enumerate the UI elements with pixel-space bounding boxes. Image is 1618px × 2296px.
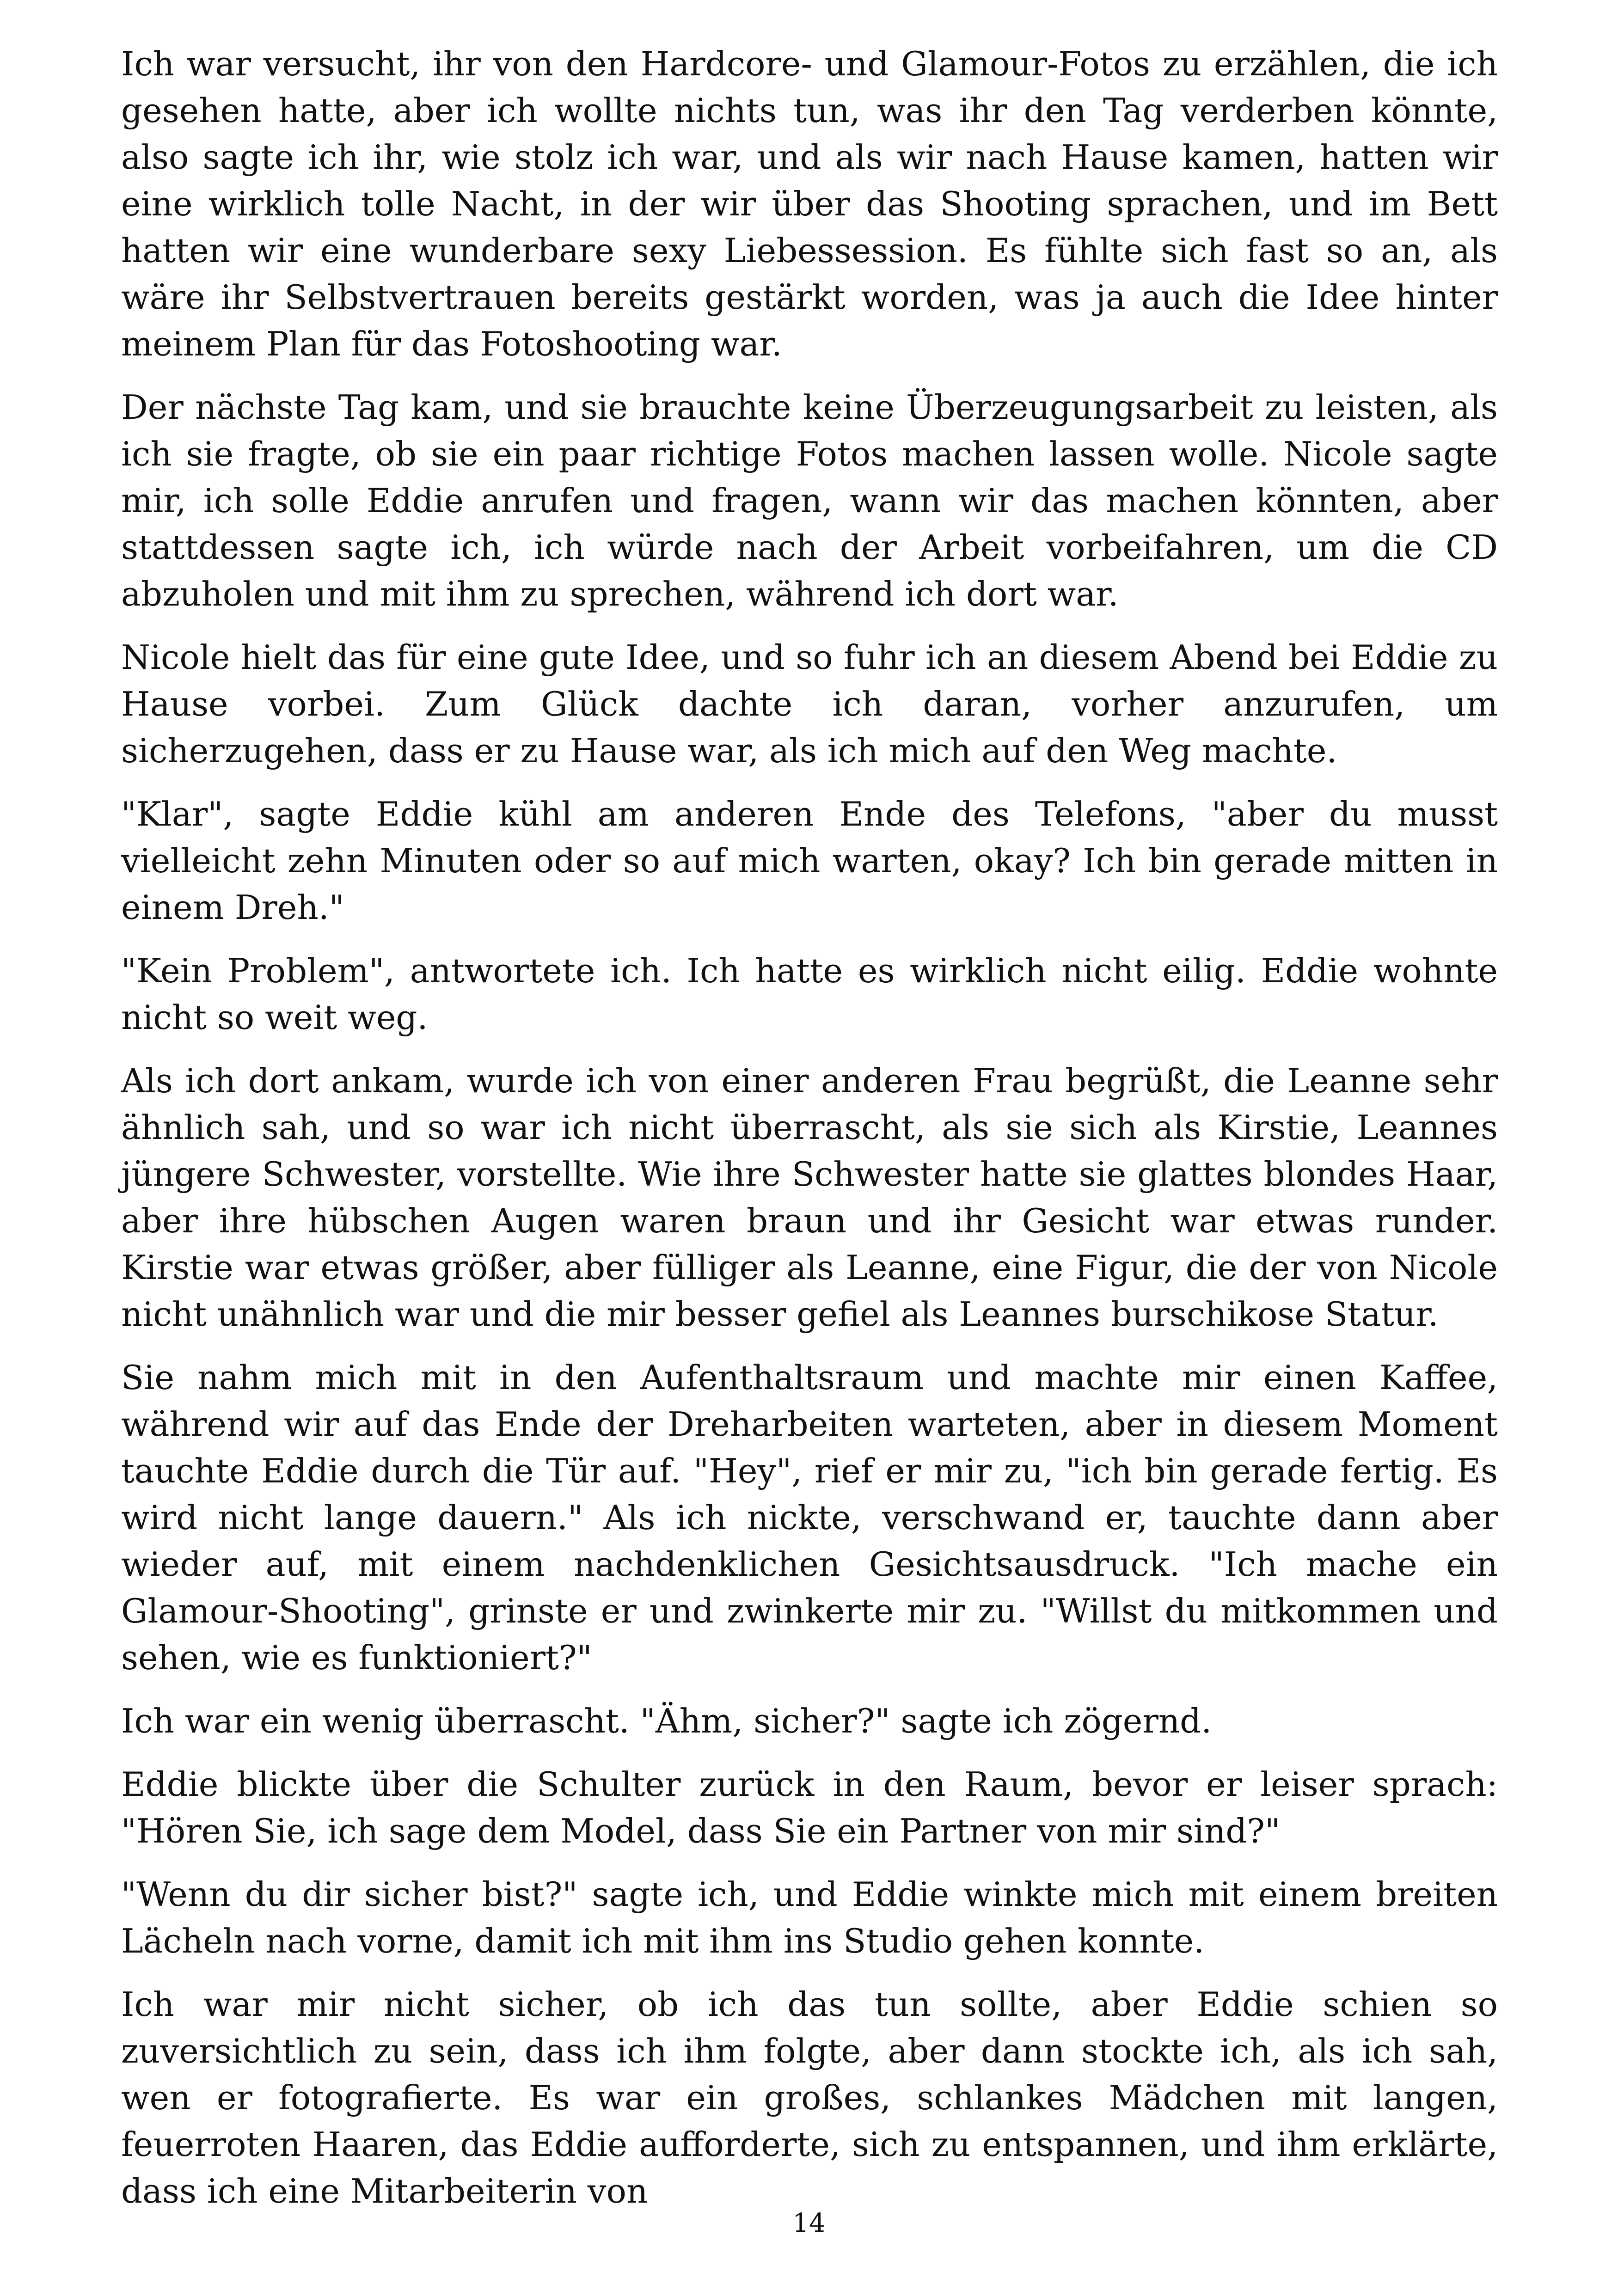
paragraph-1: Ich war versucht, ihr von den Hardcore- und Glamour-Fotos zu erzählen, die ich gesehen hatte, aber ich wollte nichts tun, was ihr den Tag verderben könnte, also sagte ich ihr, wie stolz ich war, und als wir nach Hause kamen, hatten wir eine wirklich tolle Nacht, in der wir über das Shooting sprachen, und im Bett hatten wir eine wunderbare sexy Liebessession. Es fühlte sich fast so an, als wäre ihr Selbstvertrauen bereits gestärkt worden, was ja auch die Idee hinter meinem Plan für das Fotoshooting war. [121, 44, 1498, 363]
paragraph-2: Der nächste Tag kam, und sie brauchte keine Überzeugungsarbeit zu leisten, als ich sie fragte, ob sie ein paar richtige Fotos machen lassen wolle. Nicole sagte mir, ich solle Eddie anrufen und fragen, wann wir das machen könnten, aber stattdessen sagte ich, ich würde nach der Arbeit vorbeifahren, um die CD abzuholen und mit ihm zu sprechen, während ich dort war. [121, 388, 1498, 613]
paragraph-8: Ich war ein wenig überrascht. "Ähm, sicher?" sagte ich zögernd. [121, 1702, 1212, 1740]
paragraph-5: "Kein Problem", antwortete ich. Ich hatte es wirklich nicht eilig. Eddie wohnte nicht so weit weg. [121, 951, 1498, 1037]
paragraph-4: "Klar", sagte Eddie kühl am anderen Ende des Telefons, "aber du musst vielleicht zehn Minuten oder so auf mich warten, okay? Ich bin gerade mitten in einem Dreh." [121, 795, 1498, 927]
paragraph-9: Eddie blickte über die Schulter zurück in den Raum, bevor er leiser sprach: "Hören Sie, ich sage dem Model, dass Sie ein Partner von mir sind?" [121, 1765, 1498, 1850]
paragraph-11: Ich war mir nicht sicher, ob ich das tun sollte, aber Eddie schien so zuversichtlich zu sein, dass ich ihm folgte, aber dann stockte ich, als ich sah, wen er fotografierte. Es war ein großes, schlankes Mädchen mit langen, feuerroten Haaren, das Eddie aufforderte, sich zu entspannen, und ihm erklärte, dass ich eine Mitarbeiterin von [121, 1985, 1498, 2210]
paragraph-7: Sie nahm mich mit in den Aufenthaltsraum und machte mir einen Kaffee, während wir auf das Ende der Dreharbeiten warteten, aber in diesem Moment tauchte Eddie durch die Tür auf. "Hey", rief er mir zu, "ich bin gerade fertig. Es wird nicht lange dauern." Als ich nickte, verschwand er, tauchte dann aber wieder auf, mit einem nachdenklichen Gesichtsausdruck. "Ich mache ein Glamour-Shooting", grinste er und zwinkerte mir zu. "Willst du mitkommen und sehen, wie es funktioniert?" [121, 1358, 1498, 1677]
document-page [121, 41, 1498, 2213]
paragraph-3: Nicole hielt das für eine gute Idee, und so fuhr ich an diesem Abend bei Eddie zu Hause vorbei. Zum Glück dachte ich daran, vorher anzurufen, um sicherzugehen, dass er zu Hause war, als ich mich auf den Weg machte. [121, 638, 1498, 770]
paragraph-10: "Wenn du dir sicher bist?" sagte ich, und Eddie winkte mich mit einem breiten Lächeln nach vorne, damit ich mit ihm ins Studio gehen konnte. [121, 1875, 1498, 1960]
page-number: 14 [792, 2208, 826, 2238]
paragraph-6: Als ich dort ankam, wurde ich von einer anderen Frau begrüßt, die Leanne sehr ähnlich sah, und so war ich nicht überrascht, als sie sich als Kirstie, Leannes jüngere Schwester, vorstellte. Wie ihre Schwester hatte sie glattes blondes Haar, aber ihre hübschen Augen waren braun und ihr Gesicht war etwas runder. Kirstie war etwas größer, aber fülliger als Leanne, eine Figur, die der von Nicole nicht unähnlich war und die mir besser gefiel als Leannes burschikose Statur. [121, 1061, 1498, 1334]
